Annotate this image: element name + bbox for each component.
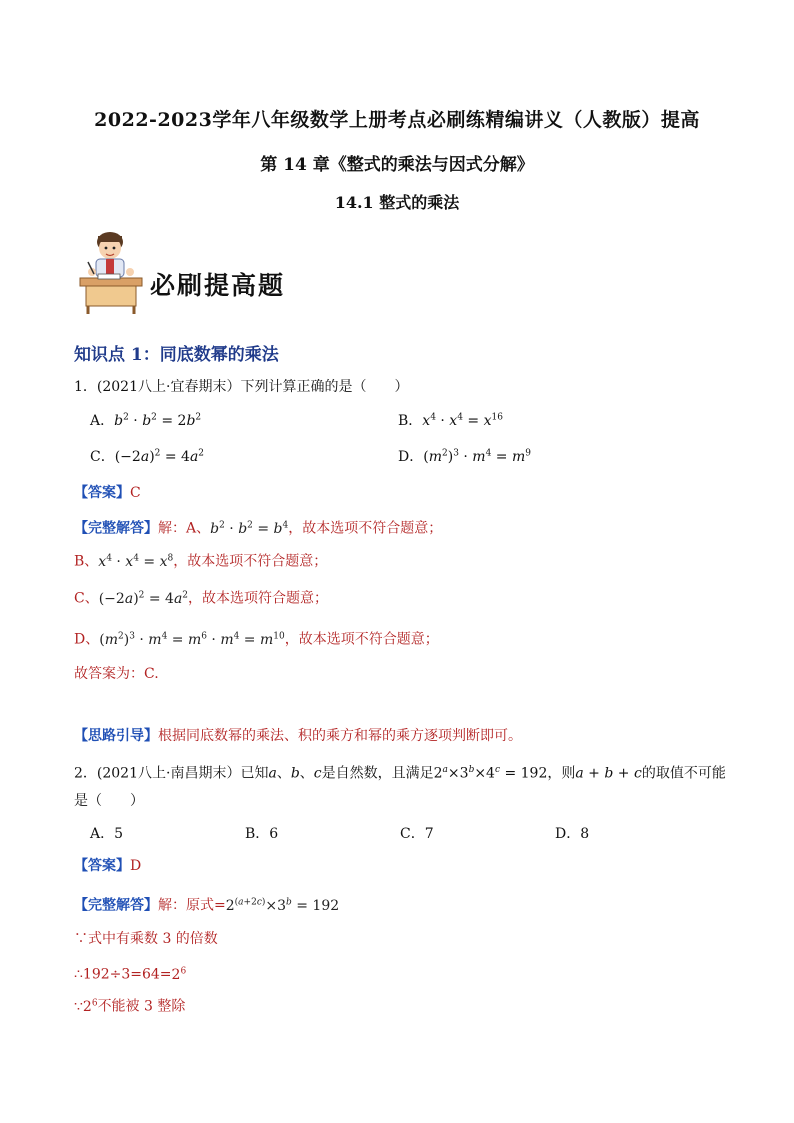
- q1-solution-c: C、$(-2a)^2 = 4a^2$，故本选项符合题意；: [74, 590, 329, 607]
- q2-answer: 【答案】D: [74, 858, 142, 874]
- question-2-stem: 2．(2021八上·南昌期末）已知a、b、c是自然数，且满足$2^a\times 3^b\times 4^c = 192$，则a + b + c的取值不可能: [74, 765, 726, 782]
- q2-solution-line3: $\because 2^6$不能被 3 整除: [74, 998, 186, 1015]
- q1-hint: 【思路引导】根据同底数幂的乘法、积的乘方和幂的乘方逐项判断即可。: [74, 728, 522, 744]
- q1-option-b: B．$x^4 \cdot x^4 = x^{16}$: [398, 412, 503, 429]
- student-at-desk-illustration: [76, 228, 148, 314]
- q2-solution: 【完整解答】解：原式$=2^{(a+2c)}\times 3^b = 192$: [74, 897, 340, 914]
- question-2-stem-line2: 是（ ）: [74, 793, 144, 809]
- q1-solution-a: 【完整解答】解：A、$b^2 \cdot b^2 = b^4$，故本选项不符合题意；: [74, 520, 443, 537]
- chapter-title: 第 14 章《整式的乘法与因式分解》: [260, 155, 534, 175]
- document-title: 2022-2023学年八年级数学上册考点必刷练精编讲义（人教版）提高: [94, 109, 700, 131]
- q2-option-a: A．5: [90, 826, 124, 842]
- q1-solution-d: D、$(m^2)^3 \cdot m^4 = m^6 \cdot m^4 = m^{10}$，故本选项不符合题意；: [74, 631, 439, 648]
- question-1-stem: 1．(2021八上·宜春期末）下列计算正确的是（ ）: [74, 379, 409, 395]
- q2-solution-line2: $\therefore 192\div 3=64=2^6$: [74, 966, 187, 983]
- q1-option-d: D．$(m^2)^3 \cdot m^4 = m^9$: [398, 448, 531, 465]
- section-title: 14.1 整式的乘法: [334, 193, 460, 212]
- q1-solution-b: B、$x^4 \cdot x^4 = x^8$，故本选项不符合题意；: [74, 553, 328, 570]
- banner-title: 必刷提高题: [150, 271, 286, 300]
- knowledge-point-heading: 知识点 1：同底数幂的乘法: [74, 345, 279, 365]
- q1-option-a: A．$b^2 \cdot b^2 = 2b^2$: [90, 412, 202, 429]
- q2-option-b: B．6: [245, 826, 279, 842]
- q2-solution-line1: ∵式中有乘数 3 的倍数: [74, 931, 218, 947]
- q2-option-c: C．7: [400, 826, 434, 842]
- q2-option-d: D．8: [555, 826, 590, 842]
- q1-answer: 【答案】C: [74, 485, 141, 501]
- q1-final-answer: 故答案为：C.: [74, 666, 159, 682]
- q1-option-c: C．$(-2a)^2 = 4a^2$: [90, 448, 205, 465]
